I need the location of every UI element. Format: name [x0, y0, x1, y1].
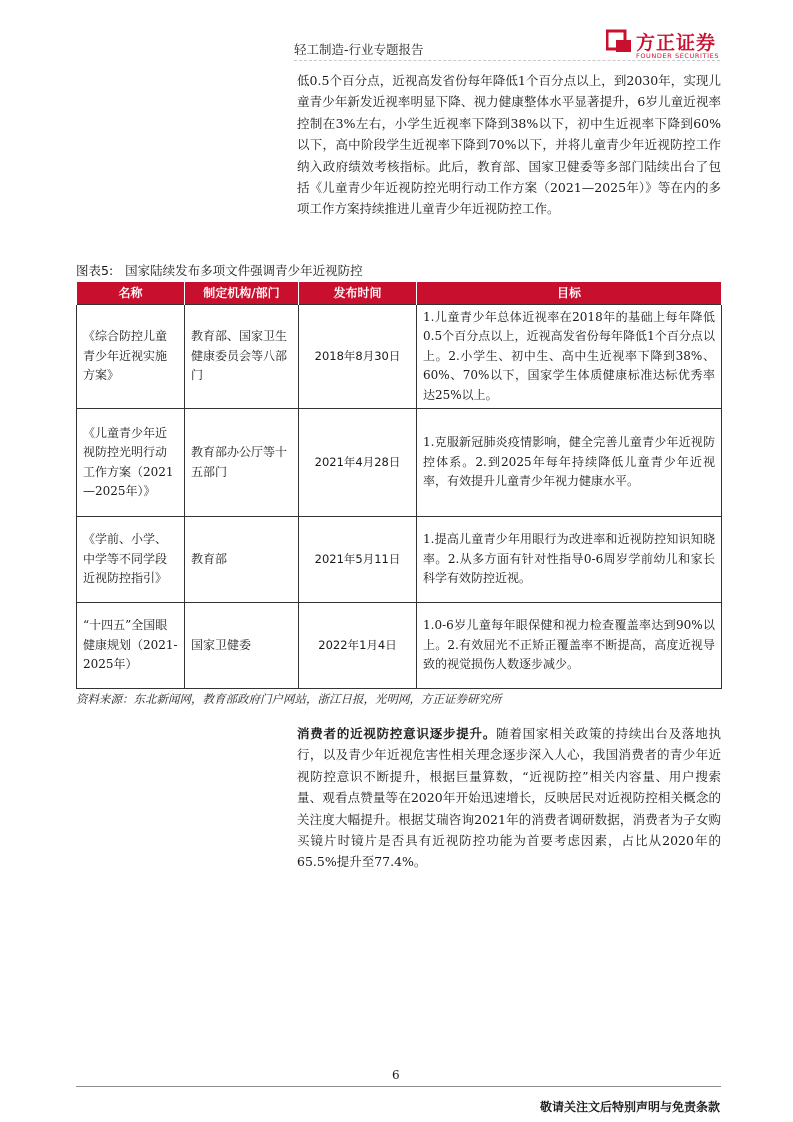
cell-date: 2021年4月28日: [299, 409, 417, 517]
cell-goal: 1.0-6岁儿童每年眼保健和视力检查覆盖率达到90%以上。2.有效屈光不正矫正覆盖率不断提高，高度近视导致的视觉损伤人数逐步减少。: [417, 603, 722, 689]
consumer-paragraph-lead: 消费者的近视防控意识逐步提升。: [297, 726, 497, 741]
cell-agency: 教育部办公厅等十五部门: [185, 409, 299, 517]
logo-text-cn: 方正证券: [636, 32, 717, 54]
column-header-goal: 目标: [417, 282, 722, 304]
figure-title: 国家陆续发布多项文件强调青少年近视防控: [125, 263, 363, 278]
figure-number: 图表5:: [76, 263, 114, 278]
source-note: 资料来源：东北新闻网，教育部政府门户网站，浙江日报，光明网，方正证券研究所: [76, 692, 502, 706]
page-number: 6: [392, 1068, 400, 1082]
cell-agency: 教育部、国家卫生健康委员会等八部门: [185, 304, 299, 409]
consumer-paragraph: [297, 723, 721, 873]
company-logo: [606, 28, 724, 62]
disclaimer-text: 敬请关注文后特别声明与免责条款: [540, 1100, 721, 1114]
column-header-date: 发布时间: [299, 282, 417, 304]
table-row: [77, 517, 722, 603]
cell-goal: 1.提高儿童青少年用眼行为改进率和近视防控知识知晓率。2.从多方面有针对性指导0-6周岁学前幼儿和家长科学有效防控近视。: [417, 517, 722, 603]
cell-goal: 1.克服新冠肺炎疫情影响，健全完善儿童青少年近视防控体系。2.到2025年每年持续降低儿童青少年近视率，有效提升儿童青少年视力健康水平。: [417, 409, 722, 517]
table-row: [77, 603, 722, 689]
table-row: [77, 409, 722, 517]
table-header-row: [77, 282, 722, 304]
founder-logo-icon: [606, 28, 632, 54]
table-row: [77, 304, 722, 409]
report-header-title: 轻工制造-行业专题报告: [294, 42, 424, 57]
cell-date: 2021年5月11日: [299, 517, 417, 603]
cell-name: “十四五”全国眼健康规划（2021-2025年）: [77, 603, 185, 689]
footer-divider: [76, 1086, 721, 1087]
cell-agency: 国家卫健委: [185, 603, 299, 689]
intro-paragraph: 低0.5个百分点，近视高发省份每年降低1个百分点以上，到2030年，实现儿童青少年新发近视率明显下降、视力健康整体水平显著提升，6岁儿童近视率控制在3%左右，小学生近视率下降到38%以下，初中生近视率下降到60%以下，高中阶段学生近视率下降到70%以下，并将儿童青少年近视防控工作纳入政府绩效考核指标。此后，教育部、国家卫健委等多部门陆续出台了包括《儿童青少年近视防控光明行动工作方案（2021—2025年）》等在内的多项工作方案持续推进儿童青少年近视防控工作。: [297, 73, 721, 217]
policy-table: [76, 282, 722, 689]
logo-text-en: FOUNDER SECURITIES: [636, 52, 720, 60]
cell-date: 2022年1月4日: [299, 603, 417, 689]
column-header-name: 名称: [77, 282, 185, 304]
column-header-agency: 制定机构/部门: [185, 282, 299, 304]
cell-name: 《综合防控儿童青少年近视实施方案》: [77, 304, 185, 409]
cell-name: 《儿童青少年近视防控光明行动工作方案（2021—2025年）》: [77, 409, 185, 517]
consumer-paragraph-body: 随着国家相关政策的持续出台及落地执行，以及青少年近视危害性相关理念逐步深入人心，我国消费者的青少年近视防控意识不断提升，根据巨量算数，“近视防控”相关内容量、用户搜索量、观看点赞量等在2020年开始迅速增长，反映居民对近视防控相关概念的关注度大幅提升。根据艾瑞咨询2021年的消费者调研数据，消费者为子女购买镜片时镜片是否具有近视防控功能为首要考虑因素，占比从2020年的65.5%提升至77.4%。: [297, 726, 721, 870]
cell-name: 《学前、小学、中学等不同学段近视防控指引》: [77, 517, 185, 603]
cell-goal: 1.儿童青少年总体近视率在2018年的基础上每年降低0.5个百分点以上，近视高发省份每年降低1个百分点以上。2.小学生、初中生、高中生近视率下降到38%、60%、70%以下，国家学生体质健康标准达标优秀率达25%以上。: [417, 304, 722, 409]
cell-agency: 教育部: [185, 517, 299, 603]
cell-date: 2018年8月30日: [299, 304, 417, 409]
figure-caption: [76, 261, 363, 279]
